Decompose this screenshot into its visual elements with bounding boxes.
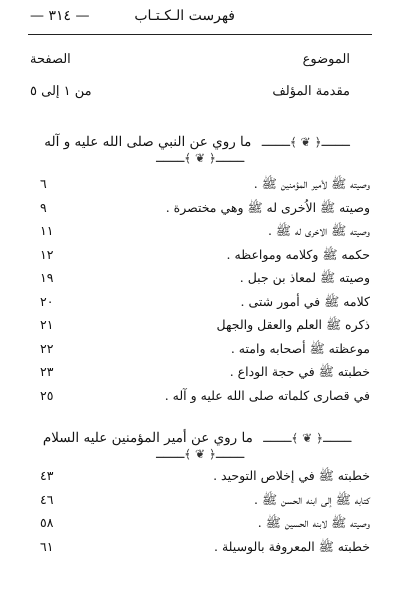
entry-page-number: ٤٦ bbox=[40, 491, 54, 507]
topic-column-header: الموضوع bbox=[302, 52, 350, 67]
intro-pages: من ١ إلى ٥ bbox=[30, 84, 92, 99]
toc-entry bbox=[30, 364, 370, 388]
toc-entry bbox=[30, 317, 370, 341]
entry-title: في قصارى كلماته صلى الله عليه و آله . bbox=[164, 387, 370, 403]
entry-page-number: ٦ bbox=[40, 176, 47, 191]
entry-page-number: ٢٥ bbox=[40, 387, 54, 403]
entry-page-number: ١١ bbox=[40, 223, 54, 238]
entry-page-number: ٢٢ bbox=[40, 340, 54, 356]
entry-page-number: ٢٠ bbox=[40, 293, 54, 309]
entry-title: حكمه ﷺ وكلامه ومواعظه . bbox=[226, 246, 370, 262]
entry-page-number: ٢١ bbox=[40, 317, 54, 332]
toc-entry bbox=[30, 468, 370, 492]
entry-title: وصيته ﷺ لمعاذ بن جبل . bbox=[239, 270, 370, 285]
entry-title: ذكره ﷺ العلم والعقل والجهل bbox=[216, 317, 370, 332]
entry-title: خطبته ﷺ المعروفة بالوسيلة . bbox=[214, 538, 370, 554]
entry-page-number: ١٢ bbox=[40, 246, 54, 262]
toc-entry bbox=[30, 200, 370, 224]
entry-title: خطبته ﷺ في إخلاص التوحيد . bbox=[213, 468, 370, 483]
ornament-right-icon: ــــ﴿ ❦ ﴾ــــ bbox=[261, 135, 350, 149]
entry-title: كتابه ﷺ إلى ابنه الحسن ﷺ . bbox=[254, 491, 370, 507]
entry-page-number: ٢٣ bbox=[40, 364, 54, 379]
entry-page-number: ٩ bbox=[40, 199, 47, 215]
section1-entries bbox=[30, 176, 370, 411]
ornament-left-icon: ــــ﴿ ❦ ﴾ــــ bbox=[156, 447, 244, 461]
toc-entry bbox=[30, 492, 370, 516]
entry-title: وصيته ﷺ لابنه الحسين ﷺ . bbox=[257, 515, 370, 530]
intro-title: مقدمة المؤلف bbox=[272, 84, 350, 99]
toc-entry bbox=[30, 294, 370, 318]
entry-page-number: ١٩ bbox=[40, 270, 54, 285]
page-number: — ٣١٤ — bbox=[30, 8, 90, 24]
toc-entry bbox=[30, 176, 370, 200]
entry-title: كلامه ﷺ في أمور شتى . bbox=[240, 293, 370, 309]
entry-title: خطبته ﷺ في حجة الوداع . bbox=[229, 364, 370, 379]
section-title: ما روي عن أمير المؤمنين عليه السلام bbox=[42, 430, 253, 446]
entry-title: وصيته ﷺ الاخرى له ﷺ . bbox=[267, 223, 370, 238]
entry-page-number: ٦١ bbox=[40, 538, 54, 554]
entry-page-number: ٥٨ bbox=[40, 515, 54, 530]
toc-entry bbox=[30, 539, 370, 563]
running-header bbox=[30, 8, 370, 30]
ornament-right-icon: ــــ﴿ ❦ ﴾ــــ bbox=[263, 431, 352, 445]
intro-entry bbox=[30, 84, 370, 104]
ornament-left-icon: ــــ﴿ ❦ ﴾ــــ bbox=[156, 151, 244, 165]
entry-title: وصيته ﷺ لأمير المؤمنين ﷺ . bbox=[253, 176, 370, 191]
entry-page-number: ٤٣ bbox=[40, 468, 54, 483]
header-rule bbox=[28, 34, 372, 35]
book-title: فهرست الـكـتـاب bbox=[134, 8, 235, 24]
column-headers bbox=[30, 52, 370, 74]
section-title: ما روي عن النبي صلى الله عليه و آله bbox=[44, 134, 252, 150]
section-heading-ali bbox=[30, 430, 370, 461]
toc-entry bbox=[30, 341, 370, 365]
toc-entry bbox=[30, 270, 370, 294]
toc-entry bbox=[30, 388, 370, 412]
section2-entries bbox=[30, 468, 370, 562]
entry-title: موعظته ﷺ أصحابه وامته . bbox=[230, 340, 370, 356]
toc-entry bbox=[30, 247, 370, 271]
toc-entry bbox=[30, 515, 370, 539]
entry-title: وصيته ﷺ الاُخرى له ﷺ وهي مختصرة . bbox=[165, 199, 370, 215]
section-heading-prophet bbox=[30, 134, 370, 165]
page-column-header: الصفحة bbox=[30, 52, 71, 67]
toc-entry bbox=[30, 223, 370, 247]
